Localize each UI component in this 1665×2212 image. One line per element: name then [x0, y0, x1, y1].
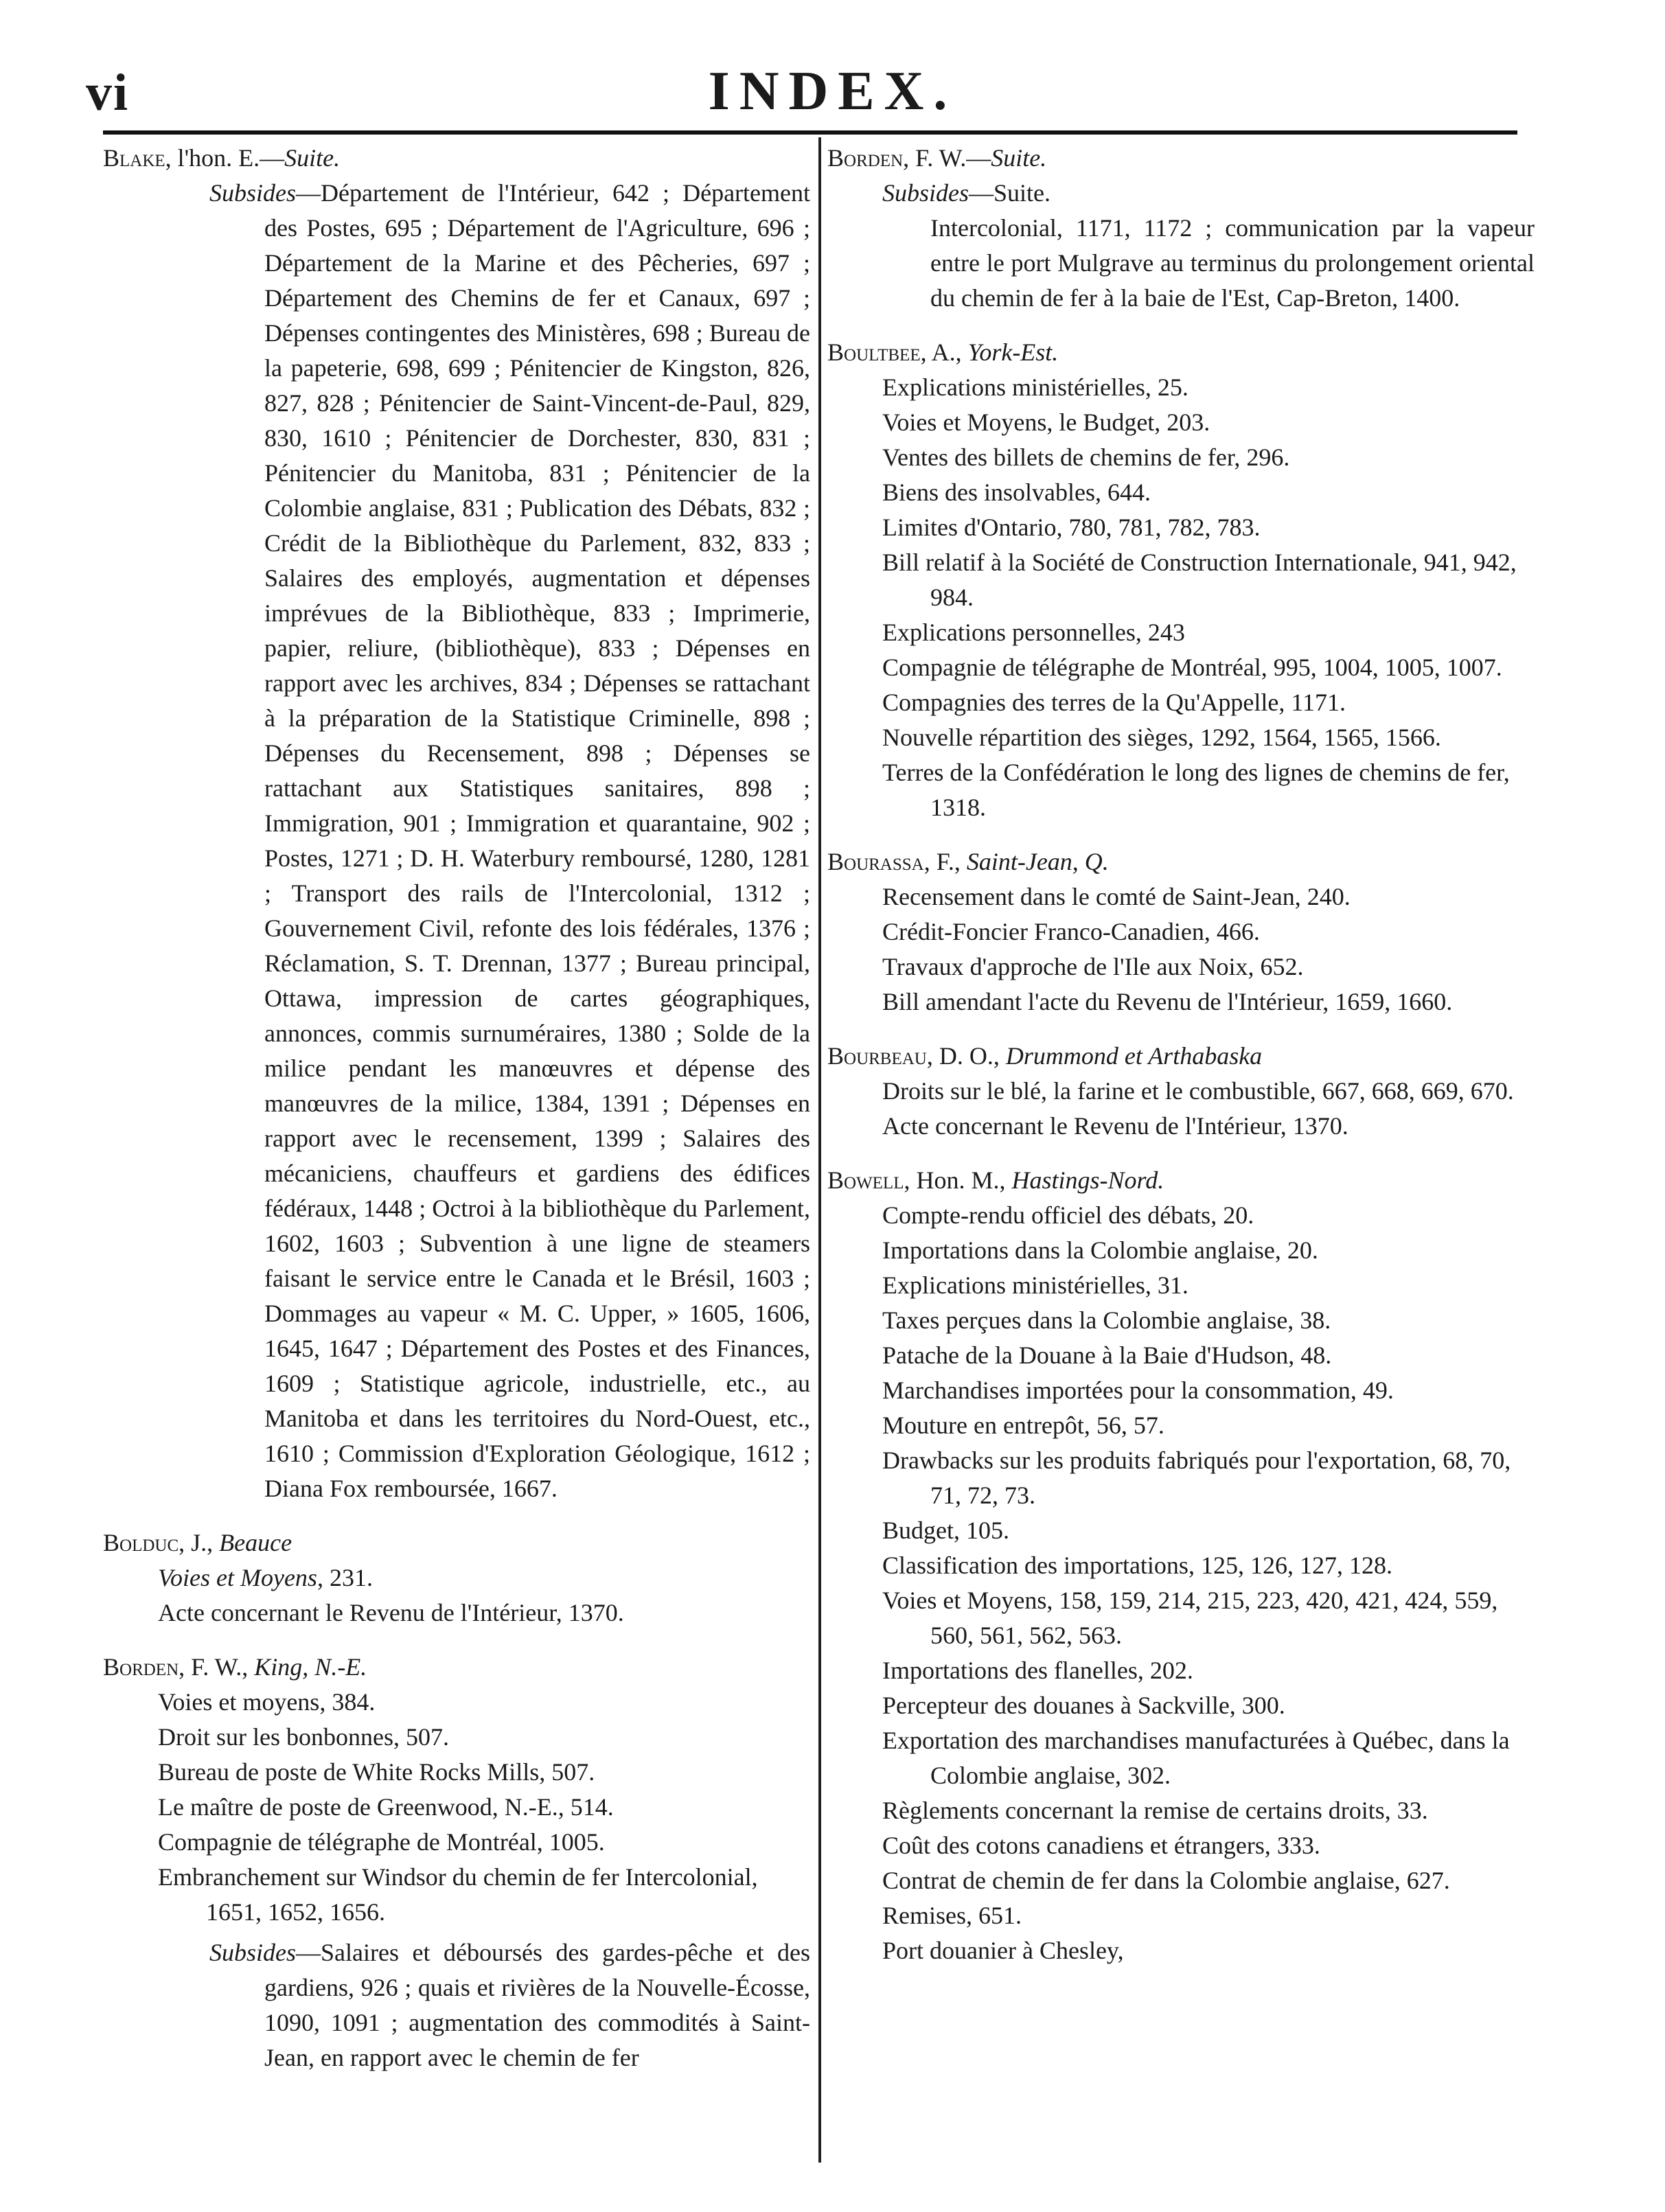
- subsides-label: Subsides: [882, 179, 969, 207]
- subsides-text: Intercolonial, 1171, 1172 ; communication par la vapeur entre le port Mulgrave au terminus du prolongement oriental du chemin de fer à la baie de l'Est, Cap-Breton, 1400.: [930, 214, 1535, 312]
- list-item: Recensement dans le comté de Saint-Jean, 240.: [882, 883, 1351, 910]
- list-item: Bill amendant l'acte du Revenu de l'Intérieur, 1659, 1660.: [882, 988, 1453, 1015]
- index-entry-borden: [103, 1650, 810, 2075]
- list-item: Voies et moyens, 384.: [158, 1688, 376, 1716]
- list-item: Classification des importations, 125, 126, 127, 128.: [882, 1552, 1392, 1579]
- list-item: Explications personnelles, 243: [882, 619, 1185, 646]
- list-item: Crédit-Foncier Franco-Canadien, 466.: [882, 918, 1260, 945]
- list-item: Terres de la Confédération le long des lignes de chemins de fer, 1318.: [882, 759, 1510, 821]
- subsides-paragraph: [103, 1935, 810, 2075]
- list-item: Percepteur des douanes à Sackville, 300.: [882, 1692, 1285, 1719]
- entry-name: Bourassa: [827, 848, 924, 875]
- list-item: Mouture en entrepôt, 56, 57.: [882, 1412, 1164, 1439]
- entry-riding: Beauce: [219, 1529, 292, 1556]
- list-item: Budget, 105.: [882, 1517, 1009, 1544]
- subsides-suite: —Suite.: [969, 179, 1051, 207]
- entry-name: Blake: [103, 144, 165, 172]
- entry-name: Bowell: [827, 1166, 904, 1194]
- list-item: Limites d'Ontario, 780, 781, 782, 783.: [882, 514, 1261, 541]
- list-item: Importations dans la Colombie anglaise, 20.: [882, 1236, 1318, 1264]
- page-title: INDEX.: [708, 61, 957, 122]
- subsides-label: Subsides: [209, 179, 296, 207]
- list-item: Voies et Moyens, le Budget, 203.: [882, 408, 1210, 436]
- entry-riding: King, N.-E.: [254, 1653, 367, 1681]
- entry-initials: , l'hon. E.—: [165, 144, 285, 172]
- right-column: [827, 141, 1535, 1988]
- entry-riding: York-Est.: [967, 338, 1059, 366]
- entry-riding: Hastings-Nord.: [1011, 1166, 1164, 1194]
- list-item: Bill relatif à la Société de Construction Internationale, 941, 942, 984.: [882, 549, 1517, 611]
- entry-heading: [827, 141, 1535, 176]
- entry-name: Borden: [827, 144, 904, 172]
- list-item: Compagnie de télégraphe de Montréal, 995, 1004, 1005, 1007.: [882, 654, 1502, 681]
- subsides-heading: [827, 176, 1535, 211]
- entry-initials: , F. W.,: [179, 1653, 255, 1681]
- list-item: Embranchement sur Windsor du chemin de fer Intercolonial, 1651, 1652, 1656.: [158, 1863, 758, 1926]
- entry-name: Bourbeau: [827, 1042, 927, 1070]
- list-item: Droits sur le blé, la farine et le combustible, 667, 668, 669, 670.: [882, 1077, 1514, 1105]
- entry-initials: , J.,: [179, 1529, 220, 1556]
- entry-heading: [827, 844, 1535, 879]
- subsides-text: —Salaires et déboursés des gardes-pêche et des gardiens, 926 ; quais et rivières de la Nouvelle-Écosse, 1090, 1091 ; augmentation des commodités à Saint-Jean, en rapport avec le chemin de fer: [264, 1939, 810, 2071]
- list-item: Droit sur les bonbonnes, 507.: [158, 1723, 449, 1751]
- index-entry-bolduc: [103, 1525, 810, 1631]
- left-column: [103, 141, 810, 2095]
- entry-heading: [103, 1650, 810, 1685]
- list-item: Explications ministérielles, 31.: [882, 1271, 1189, 1299]
- entry-name: Bolduc: [103, 1529, 179, 1556]
- index-entry-boultbee: [827, 335, 1535, 825]
- list-item: Explications ministérielles, 25.: [882, 373, 1189, 401]
- entry-heading: [103, 1525, 810, 1560]
- list-item: Biens des insolvables, 644.: [882, 479, 1151, 506]
- list-item: Travaux d'approche de l'Ile aux Noix, 652.: [882, 953, 1304, 980]
- entry-name: Boultbee: [827, 338, 921, 366]
- list-item: Drawbacks sur les produits fabriqués pour l'exportation, 68, 70, 71, 72, 73.: [882, 1447, 1511, 1509]
- list-item: Nouvelle répartition des sièges, 1292, 1564, 1565, 1566.: [882, 724, 1441, 751]
- entry-heading: [103, 141, 810, 176]
- list-item: Patache de la Douane à la Baie d'Hudson, 48.: [882, 1341, 1332, 1369]
- entry-suite: Suite.: [284, 144, 341, 172]
- list-item: Règlements concernant la remise de certains droits, 33.: [882, 1797, 1428, 1824]
- list-item: Acte concernant le Revenu de l'Intérieur, 1370.: [158, 1599, 624, 1626]
- list-item: Marchandises importées pour la consommation, 49.: [882, 1376, 1394, 1404]
- header-rule: [103, 130, 1517, 135]
- list-item: Port douanier à Chesley,: [882, 1937, 1124, 1964]
- list-item: Ventes des billets de chemins de fer, 296.: [882, 443, 1290, 471]
- entry-initials: , Hon. M.,: [904, 1166, 1012, 1194]
- entry-riding: Drummond et Arthabaska: [1005, 1042, 1263, 1070]
- entry-name: Borden: [103, 1653, 179, 1681]
- subsides-text: —Département de l'Intérieur, 642 ; Département des Postes, 695 ; Département de l'Agriculture, 696 ; Département de la Marine et des Pêcheries, 697 ; Département des Chemins de fer et Canaux, 697 ; Dépenses contingentes des Ministères, 698 ; Bureau de la papeterie, 698, 699 ; Pénitencier de Kingston, 826, 827, 828 ; Pénitencier de Saint-Vincent-de-Paul, 829, 830, 1610 ; Pénitencier de Dorchester, 830, 831 ; Pénitencier du Manitoba, 831 ; Pénitencier de la Colombie anglaise, 831 ; Publication des Débats, 832 ; Crédit de la Bibliothèque du Parlement, 832, 833 ; Salaires des employés, augmentation et dépenses imprévues de la Bibliothèque, 833 ; Imprimerie, papier, reliure, (bibliothèque), 833 ; Dépenses en rapport avec les archives, 834 ; Dépenses se rattachant à la préparation de la Statistique Criminelle, 898 ; Dépenses du Recensement, 898 ; Dépenses se rattachant aux Statistiques sanitaires, 898 ; Immigration, 901 ; Immigration et quarantaine, 902 ; Postes, 1271 ; D. H. Waterbury remboursé, 1280, 1281 ; Transport des rails de l'Intercolonial, 1312 ; Gouvernement Civil, refonte des lois fédérales, 1376 ; Réclamation, S. T. Drennan, 1377 ; Bureau principal, Ottawa, impression de cartes géographiques, annonces, commis surnuméraires, 1380 ; Solde de la milice pendant les manœuvres et dépense des manœuvres de la milice, 1384, 1391 ; Dépenses en rapport avec le recensement, 1399 ; Salaires des mécaniciens, chauffeurs et gardiens des édifices fédéraux, 1448 ; Octroi à la bibliothèque du Parlement, 1602, 1603 ; Subvention à une ligne de steamers faisant le service entre le Canada et le Brésil, 1603 ; Dommages au vapeur « M. C. Upper, » 1605, 1606, 1645, 1647 ; Département des Postes et des Finances, 1609 ; Statistique agricole, industrielle, etc., au Manitoba et dans les territoires du Nord-Ouest, etc., 1610 ; Commission d'Exploration Géologique, 1612 ; Diana Fox remboursée, 1667.: [264, 179, 810, 1502]
- list-item: Compagnies des terres de la Qu'Appelle, 1171.: [882, 689, 1346, 716]
- index-entry-bourbeau: [827, 1039, 1535, 1144]
- entry-initials: , F.,: [923, 848, 967, 875]
- index-entry-bourassa: [827, 844, 1535, 1019]
- list-item: Voies et Moyens, 158, 159, 214, 215, 223, 420, 421, 424, 559, 560, 561, 562, 563.: [882, 1587, 1498, 1649]
- list-item: Compagnie de télégraphe de Montréal, 1005.: [158, 1828, 605, 1856]
- list-item: Voies et Moyens, 231.: [158, 1564, 373, 1591]
- page-header: [0, 0, 1665, 137]
- entry-suite: Suite.: [991, 144, 1047, 172]
- list-item: Remises, 651.: [882, 1902, 1022, 1929]
- list-item: Importations des flanelles, 202.: [882, 1657, 1193, 1684]
- index-entry-bowell: [827, 1163, 1535, 1968]
- entry-riding: Saint-Jean, Q.: [966, 848, 1109, 875]
- entry-initials: , A.,: [920, 338, 968, 366]
- list-item: Acte concernant le Revenu de l'Intérieur, 1370.: [882, 1112, 1348, 1140]
- page-number: vi: [86, 64, 130, 122]
- list-item: Bureau de poste de White Rocks Mills, 507.: [158, 1758, 595, 1786]
- entry-initials: , D. O.,: [926, 1042, 1006, 1070]
- list-item: Le maître de poste de Greenwood, N.-E., 514.: [158, 1793, 614, 1821]
- list-item: Coût des cotons canadiens et étrangers, 333.: [882, 1832, 1320, 1859]
- entry-initials: , F. W.—: [903, 144, 991, 172]
- list-item: Taxes perçues dans la Colombie anglaise, 38.: [882, 1306, 1331, 1334]
- column-divider: [818, 137, 821, 2163]
- list-item: Compte-rendu officiel des débats, 20.: [882, 1201, 1254, 1229]
- subsides-paragraph: [103, 176, 810, 1506]
- entry-heading: [827, 335, 1535, 370]
- list-item: Exportation des marchandises manufacturées à Québec, dans la Colombie anglaise, 302.: [882, 1727, 1510, 1789]
- entry-heading: [827, 1163, 1535, 1198]
- list-item: Contrat de chemin de fer dans la Colombie anglaise, 627.: [882, 1867, 1450, 1894]
- subsides-label: Subsides: [209, 1939, 296, 1966]
- index-entry-borden-suite: [827, 141, 1535, 316]
- entry-heading: [827, 1039, 1535, 1074]
- index-entry-blake: [103, 141, 810, 1506]
